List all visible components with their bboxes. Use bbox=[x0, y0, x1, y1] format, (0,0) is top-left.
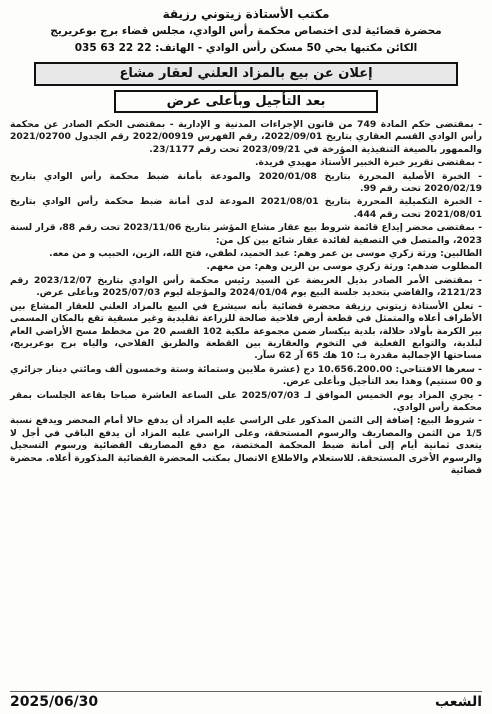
paragraph: المطلوب ضدهم: ورثة زكري موسى بن الزين وهم: من معهم. bbox=[206, 261, 482, 273]
paragraph: - يجري المزاد يوم الخميس الموافق لـ 2025/07/03 على الساعة العاشرة صباحا بقاعة الجلسات بمقر محكمة رأس الوادي. bbox=[10, 389, 482, 413]
paragraph: - بمقتضى تقرير خبرة الخبير الأستاذ مهيدي فريدة. bbox=[255, 157, 482, 169]
paragraph: - بمقتضى الأمر الصادر بذيل العريضة عن السيد رئيس محكمة رأس الوادي بتاريخ 2023/12/07 رقم 2121/23، والقاضي بتحديد جلسة البيع يوم 2024/01/04 والمؤجلة ليوم 2025/07/03 وبأعلى عرض. bbox=[10, 274, 482, 299]
paragraph: الطالبين: ورثة زكري موسى بن عمر وهم: عبد الحميد، لطفي، فتح الله، الزين، الحبيب و من معه. bbox=[49, 248, 482, 260]
notice-title: إعلان عن بيع بالمزاد العلني لعقار مشاع bbox=[34, 62, 458, 86]
header-block bbox=[10, 6, 482, 57]
notice-body bbox=[10, 119, 482, 477]
newspaper-name: الشعب bbox=[434, 694, 482, 710]
paragraph: - سعرها الافتتاحي: 10.656.200.00 دج (عشرة ملايين وستمائة وستة وخمسون ألف ومائتي دينار جزائري و 00 سنتيم) وهذا بعد التأجيل وبأعلى عرض. bbox=[10, 363, 482, 388]
publication-date: 2025/06/30 bbox=[10, 694, 99, 710]
paragraph: - بمقتضى محضر إيداع قائمة شروط بيع عقار مشاع المؤشر بتاريخ 2023/11/06 تحت رقم 88، قرار لسنة 2023، والمتصل في التصفية لفائدة عقار شائع بين كل من: bbox=[10, 222, 483, 246]
notice-subtitle: بعد التأجيل وبأعلى عرض bbox=[114, 90, 378, 113]
paragraph: - تعلن الأستاذة زيتوني رزيقة محضرة قضائية بأنه سيشرع في البيع بالمزاد العلني للعقار المشاع بين الأطراف أعلاه والمتمثل في قطعة أرض فلاحية صالحة للزراعة تقليدية وغير مسقية تقع بالمكان المسمى بير الكرمة بأولاد حلالة، بلدية بيكسار ضمن مجموعة ملكية 102 القسم 20 من مخطط مسح الأراضي العام لبلدية، والتوابع الفعلية في التخوم والعقارية بين القطعة والطريق الفلاحي، والياه برج بوعريريج، مساحتها الإجمالية مقدرة بـ: 10 هك 65 آر 62 سآر. bbox=[10, 300, 482, 362]
footer bbox=[10, 691, 482, 710]
paragraph: - بمقتضى حكم المادة 749 من قانون الإجراءات المدنية و الإدارية - بمقتضى الحكم الصادر عن محكمة رأس الوادي القسم العقاري بتاريخ 2022/09/01، رقم الفهرس 2022/00919 رقم الجدول 2021/02700 والممهور بالصيغة التنفيذية المؤرخة في 2023/09/21 تحت رقم 23/1177. bbox=[10, 119, 483, 155]
office-role: محضرة قضائية لدى اختصاص محكمة رأس الوادي، مجلس قضاء برج بوعريريج bbox=[50, 25, 442, 37]
office-name: مكتب الأستاذة زيتوني رزيقة bbox=[162, 7, 330, 21]
paragraph: - شروط البيع: إضافة إلى الثمن المذكور على الراسي عليه المزاد أن يدفع حالا أمام المحضر ويدفع نسبة 1/5 من الثمن والمصاريف والرسوم المستحقة، وعلى الراسي عليه المزاد أن يدفع الباقي في أجل لا يتعدى ثمانية أيام إلى أمانة ضبط المحكمة المختصة، مع دفع المصاريف القضائية ورسوم التسجيل والرسوم الأخرى المستحقة. للاستعلام والاطلاع الاتصال بمكتب المحضرة القضائية المذكورة أعلاه. محضرة قضائية bbox=[10, 415, 482, 476]
paragraph: - الخبرة التكميلية المحررة بتاريخ 2021/08/01 المودعة لدى أمانة ضبط محكمة رأس الوادي بتاريخ 2021/08/01 تحت رقم 444. bbox=[10, 196, 482, 220]
paragraph: - الخبرة الأصلية المحررة بتاريخ 2020/01/08 والمودعة بأمانة ضبط محكمة رأس الوادي بتاريخ 2020/02/19 تحت رقم 99. bbox=[10, 170, 482, 195]
office-address: الكائن مكتبها بحي 50 مسكن رأس الوادي - الهاتف: 22 22 63 035 bbox=[74, 42, 418, 54]
